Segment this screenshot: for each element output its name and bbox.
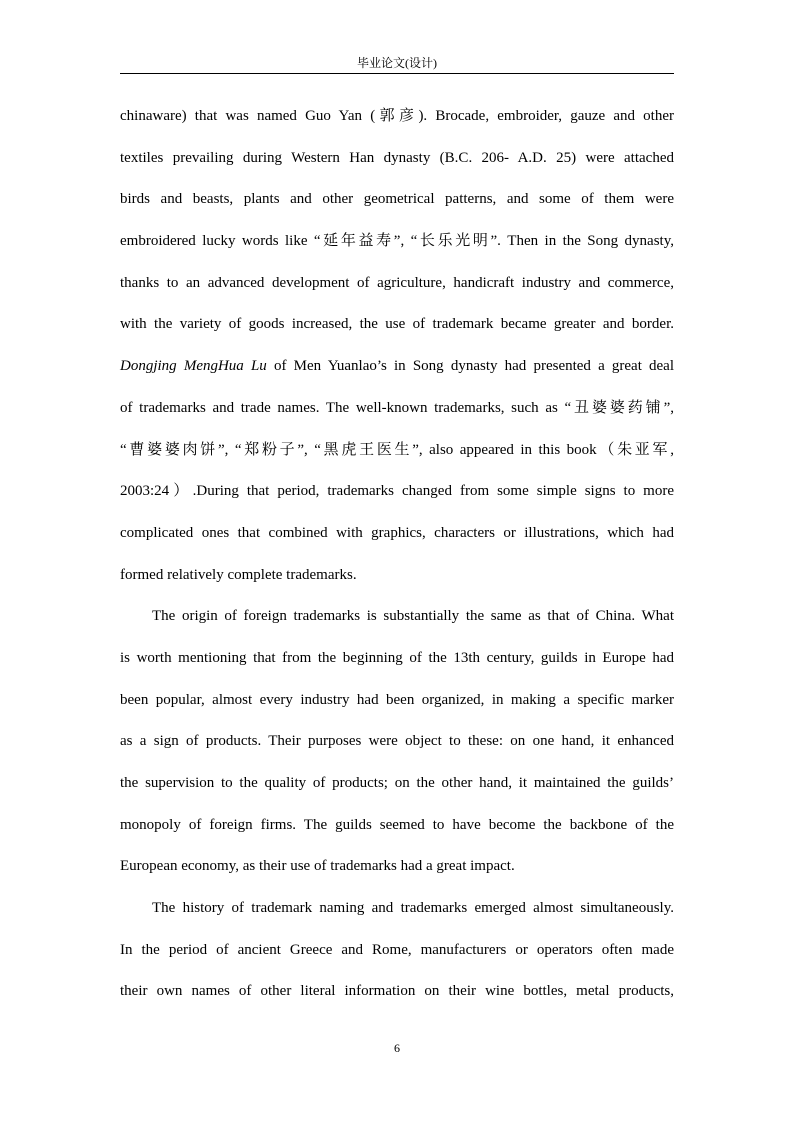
paragraph-3 (120, 888, 674, 1013)
text-line: embroidered lucky words like “延年益寿”, “长乐光明”. Then in the Song dynasty, (120, 233, 674, 250)
text-line: as a sign of products. Their purposes were object to these: on one hand, it enhanced (120, 733, 674, 750)
body-text (120, 96, 674, 1013)
text-line: The origin of foreign trademarks is substantially the same as that of China. What (152, 608, 674, 625)
text-line: is worth mentioning that from the beginning of the 13th century, guilds in Europe had (120, 649, 674, 666)
text-line: chinaware) that was named Guo Yan (郭彦). Brocade, embroider, gauze and other (120, 108, 674, 124)
text-line: the supervision to the quality of products; on the other hand, it maintained the guilds’ (120, 775, 674, 791)
text-line: of trademarks and trade names. The well-known trademarks, such as “丑婆婆药铺”, (120, 399, 674, 416)
text-line: The history of trademark naming and trademarks emerged almost simultaneously. (152, 900, 674, 917)
text-line: “曹婆婆肉饼”, “郑粉子”, “黑虎王医生”, also appeared in this book（朱亚军, (120, 441, 674, 458)
text-line: with the variety of goods increased, the use of trademark became greater and border. (120, 316, 674, 333)
text-line: thanks to an advanced development of agriculture, handicraft industry and commerce, (120, 274, 674, 291)
text-line: their own names of other literal information on their wine bottles, metal products, (120, 983, 674, 1000)
page-number: 6 (394, 1041, 400, 1055)
text-line: complicated ones that combined with graphics, characters or illustrations, which had (120, 524, 674, 541)
header-rule (120, 73, 674, 74)
text-line: been popular, almost every industry had been organized, in making a specific marker (120, 691, 674, 708)
paragraph-2 (120, 596, 674, 888)
text-line: monopoly of foreign firms. The guilds seemed to have become the backbone of the (120, 816, 674, 833)
paragraph-1 (120, 96, 674, 596)
running-header: 毕业论文(设计) (357, 56, 437, 70)
text-line: Dongjing MengHua Lu of Men Yuanlao’s in Song dynasty had presented a great deal (120, 358, 675, 375)
text-line: birds and beasts, plants and other geometrical patterns, and some of them were (120, 191, 674, 208)
text-line: 2003:24）.During that period, trademarks changed from some simple signs to more (120, 483, 674, 500)
text-line: European economy, as their use of trademarks had a great impact. (120, 858, 515, 875)
text-line: formed relatively complete trademarks. (120, 566, 357, 583)
text-line: In the period of ancient Greece and Rome, manufacturers or operators often made (120, 941, 674, 958)
text-line: textiles prevailing during Western Han dynasty (B.C. 206- A.D. 25) were attached (120, 149, 674, 166)
